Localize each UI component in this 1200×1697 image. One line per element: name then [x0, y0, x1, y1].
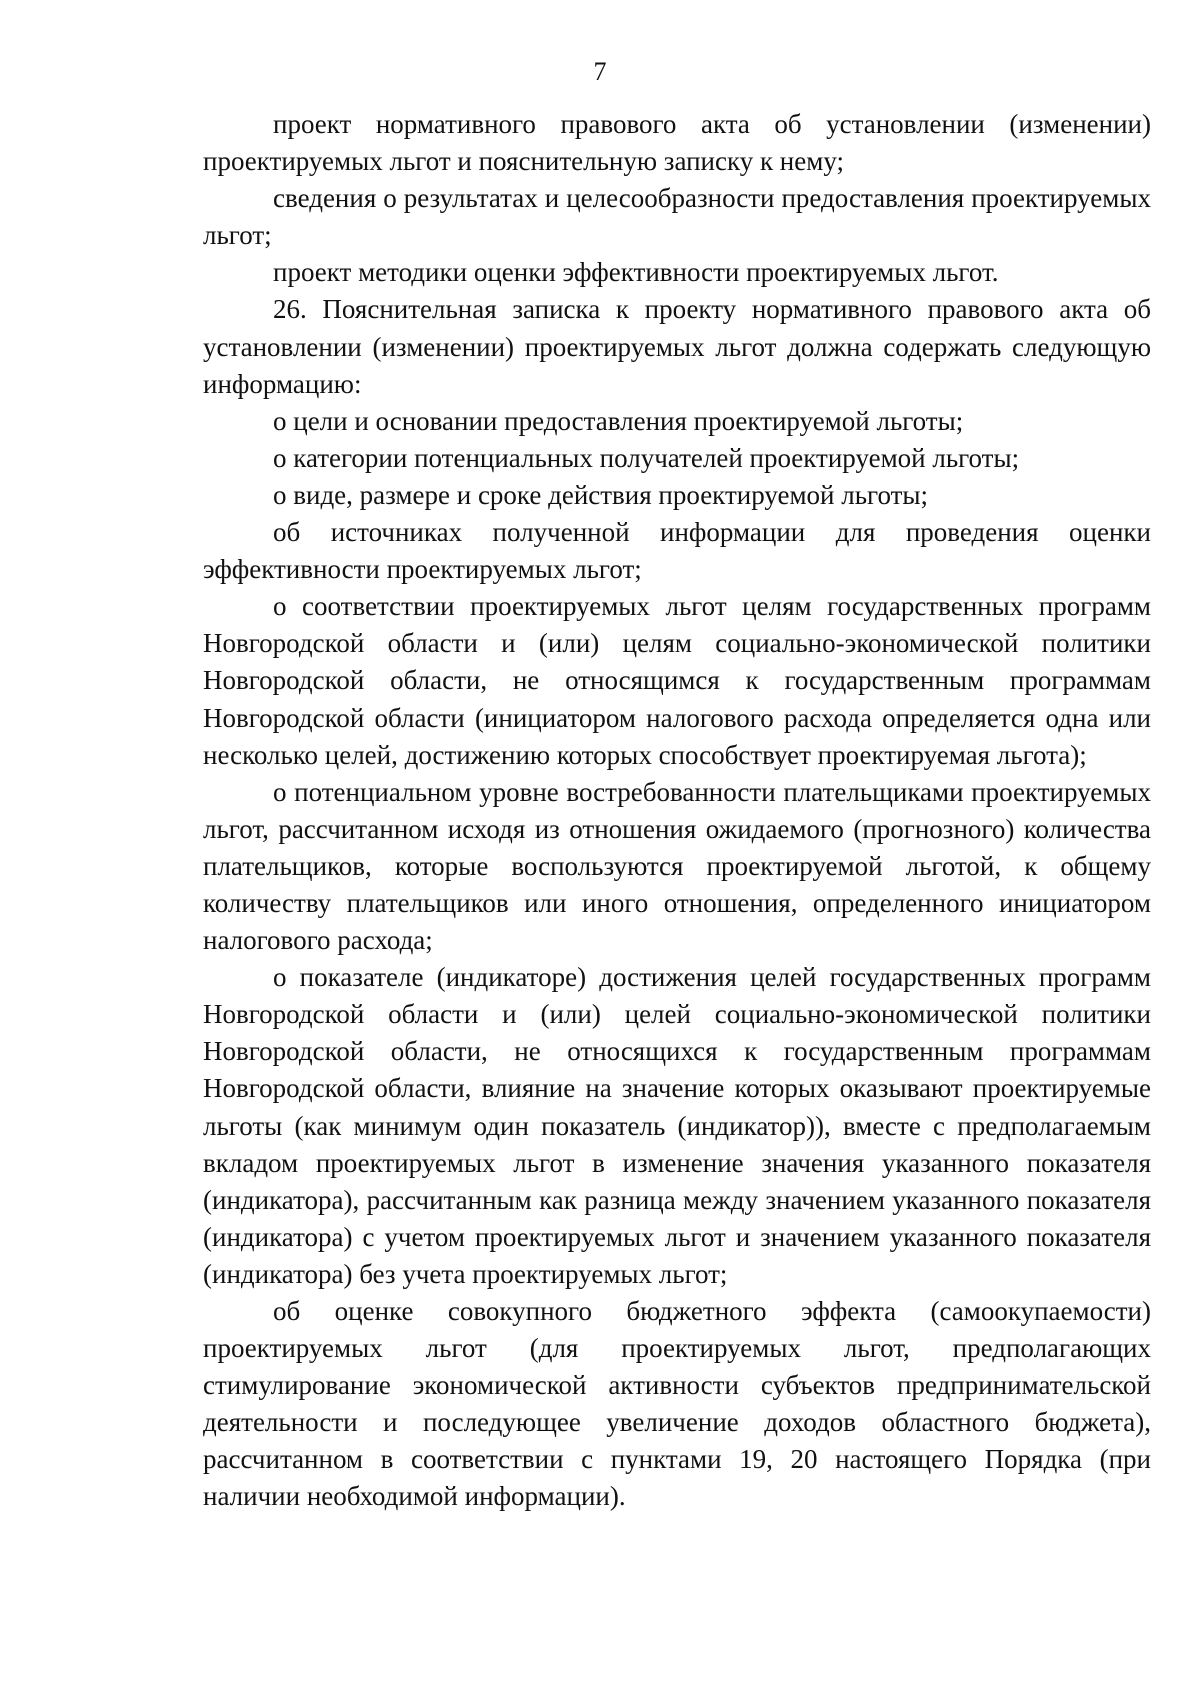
paragraph-methodology-draft: проект методики оценки эффективности проектируемых льгот.	[273, 257, 999, 288]
paragraph-demand-level: о потенциальном уровне востребованности плательщиками проектируемых льгот, рассчитанном исходя из отношения ожидаемого (прогнозного) количества плательщиков, которые воспользуются проектируемой льготой, к общему количеству плательщиков или иного отношения, определенного инициатором налогового расхода;	[203, 776, 1151, 956]
document-body	[203, 106, 1151, 1516]
paragraph-recipient-category: о категории потенциальных получателей проектируемой льготы;	[273, 442, 1020, 473]
paragraph-goal-basis: о цели и основании предоставления проектируемой льготы;	[273, 405, 964, 436]
paragraph-budget-effect: об оценке совокупного бюджетного эффекта (самоокупаемости) проектируемых льгот (для проектируемых льгот, предполагающих стимулирование экономической активности субъектов предпринимательской деятельности и последующее увеличение доходов областного бюджета), рассчитанном в соответствии с пунктами 19, 20 настоящего Порядка (при наличии необходимой информации).	[203, 1296, 1151, 1512]
paragraph-type-size-term: о виде, размере и сроке действия проектируемой льготы;	[273, 479, 929, 510]
paragraph-program-goals: о соответствии проектируемых льгот целям государственных программ Новгородской области и (или) целям социально-экономической политики Новгородской области, не относящимся к государственным программам Новгородской области (инициатором налогового расхода определяется одна или несколько целей, достижению которых способствует проектируемая льгота);	[203, 591, 1151, 770]
paragraph-information-sources: об источниках полученной информации для проведения оценки эффективности проектируемых льгот;	[203, 517, 1151, 585]
paragraph-indicator: о показателе (индикаторе) достижения целей государственных программ Новгородской области и (или) целей социально-экономической политики Новгородской области, не относящихся к государственным программам Новгородской области, влияние на значение которых оказывают проектируемые льготы (как минимум один показатель (индикатор)), вместе с предполагаемым вкладом проектируемых льгот в изменение значения указанного показателя (индикатора), рассчитанным как разница между значением указанного показателя (индикатора) с учетом проектируемых льгот и значением указанного показателя (индикатора) без учета проектируемых льгот;	[203, 962, 1151, 1289]
paragraph-draft-act: проект нормативного правового акта об установлении (изменении) проектируемых льгот и пояснительную записку к нему;	[203, 109, 1151, 177]
page-number: 7	[593, 57, 607, 86]
paragraph-item-26: 26. Пояснительная записка к проекту нормативного правового акта об установлении (изменении) проектируемых льгот должна содержать следующую информацию:	[203, 294, 1151, 399]
paragraph-results-info: сведения о результатах и целесообразности предоставления проектируемых льгот;	[203, 183, 1151, 251]
